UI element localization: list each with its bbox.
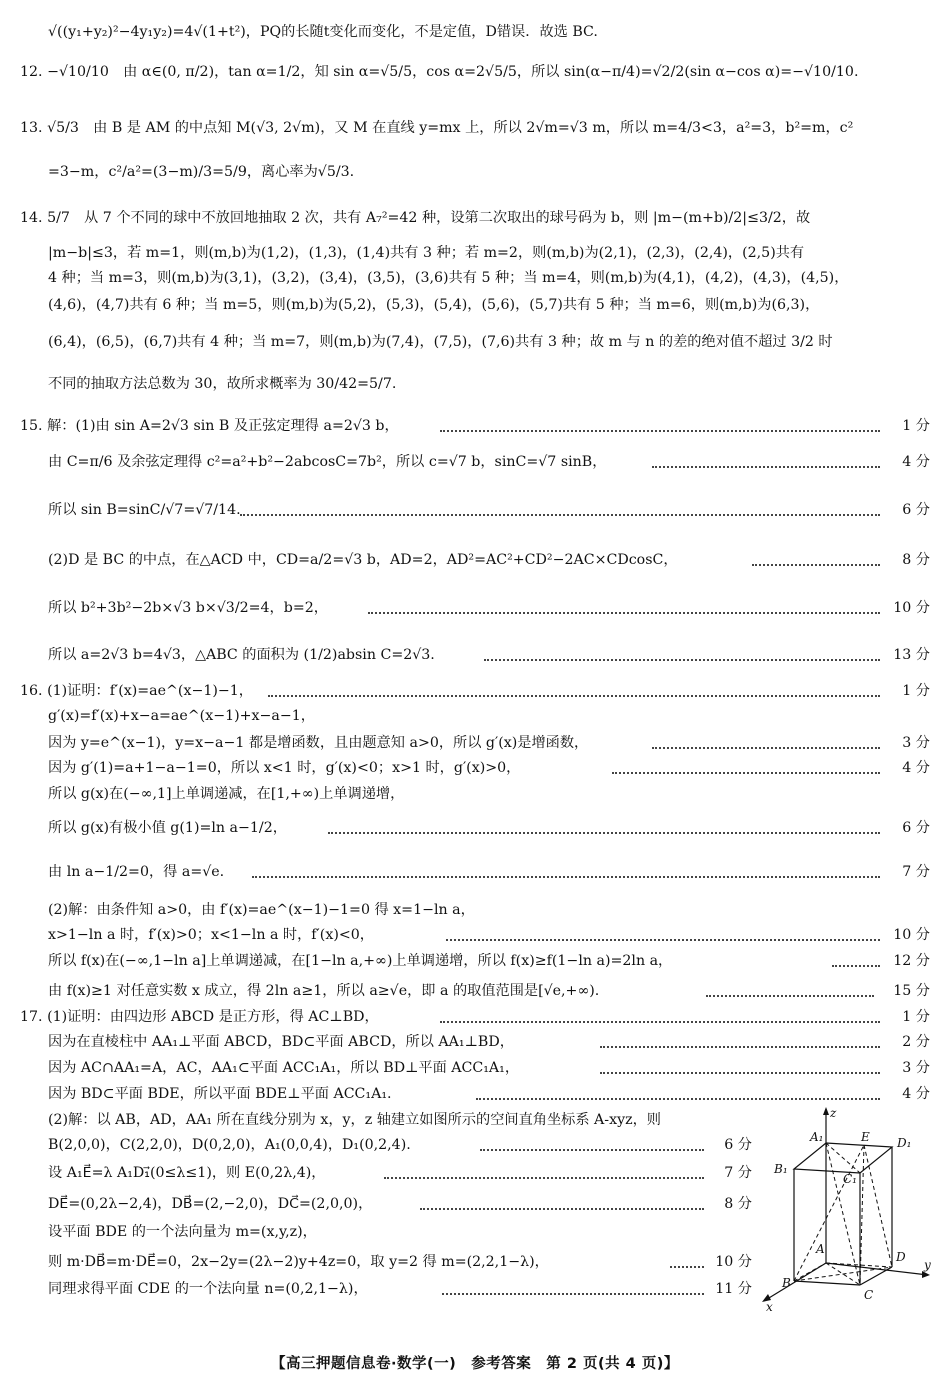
score: 6 分 [902,820,930,836]
leader-dots [476,1098,880,1100]
score: 6 分 [902,502,930,518]
score: 3 分 [902,735,930,751]
y-arrow [922,1271,930,1278]
z-arrow [823,1107,829,1115]
score: 2 分 [902,1034,930,1050]
score: 7 分 [724,1165,752,1181]
line-q17k: 同理求得平面 CDE 的一个法向量 n=(0,2,1−λ)， [48,1281,368,1297]
score: 4 分 [902,454,930,470]
line-q14d: (4,6)，(4,7)共有 6 种；当 m=5，则(m,b)为(5,2)，(5,3)，(5,4)，(5,6)，(5,7)共有 5 种；当 m=6，则(m,b)为(6,3)， [48,297,820,313]
prism-figure [760,1103,940,1313]
score: 3 分 [902,1060,930,1076]
leader-dots [252,876,880,878]
leader-dots [484,659,880,661]
line-q14a: 14. 5/7 从 7 个不同的球中不放回地抽取 2 次，共有 A₇²=42 种，设第二次取出的球号码为 b，则 |m−(m+b)/2|≤3/2，故 [20,210,811,226]
line-q13a: 13. √5/3 由 B 是 AM 的中点知 M(√3, 2√m)，又 M 在直线 y=mx 上，所以 2√m=√3 m，所以 m=4/3<3，a²=3，b²=m，c² [20,120,854,136]
line-q16b: g′(x)=f′(x)+x−a=ae^(x−1)+x−a−1， [48,708,315,724]
leader-dots [670,1266,704,1268]
line-q15a: 15. 解：(1)由 sin A=2√3 sin B 及正弦定理得 a=2√3 b， [20,418,399,434]
line-ed [864,1145,892,1267]
edge-bc [794,1281,860,1285]
leader-dots [240,514,880,516]
label-x: x [766,1300,773,1313]
line-q17g: 设 A₁E⃗=λ A₁D₁⃗(0≤λ≤1)，则 E(0,2λ,4)， [48,1165,326,1181]
line-q15f: 所以 a=2√3 b=4√3，△ABC 的面积为 (1/2)absin C=2√3. [48,647,435,663]
leader-dots [442,1293,704,1295]
line-q17a: 17. (1)证明：由四边形 ABCD 是正方形，得 AC⊥BD， [20,1009,379,1025]
line-q15c: 所以 sin B=sinC/√7=√7/14. [48,502,241,518]
score: 10 分 [893,927,930,943]
line-q17f: B(2,0,0)，C(2,2,0)，D(0,2,0)，A₁(0,0,4)，D₁(0,2,4). [48,1137,411,1153]
leader-dots [652,747,880,749]
line-q16e: 所以 g(x)在(−∞,1]上单调递减，在[1,+∞)上单调递增， [48,786,405,802]
score: 15 分 [893,983,930,999]
score: 13 分 [893,647,930,663]
leader-dots [706,995,874,997]
line-be [794,1145,864,1281]
score: 10 分 [893,600,930,616]
score: 12 分 [893,953,930,969]
line-q16a: 16. (1)证明：f′(x)=ae^(x−1)−1， [20,683,253,699]
line-q16i: x>1−ln a 时，f′(x)>0；x<1−ln a 时，f′(x)<0， [48,927,374,943]
score: 4 分 [902,760,930,776]
leader-dots [600,1046,880,1048]
line-q16h: (2)解：由条件知 a>0，由 f′(x)=ae^(x−1)−1=0 得 x=1−ln a， [48,902,475,918]
score: 1 分 [902,683,930,699]
score: 8 分 [724,1196,752,1212]
line-q17i: 设平面 BDE 的一个法向量为 m=(x,y,z)， [48,1224,317,1240]
score: 10 分 [715,1254,752,1270]
leader-dots [600,1072,880,1074]
line-q14c: 4 种；当 m=3，则(m,b)为(3,1)，(3,2)，(3,4)，(3,5)，(3,6)共有 5 种；当 m=4，则(m,b)为(4,1)，(4,2)，(4,3)，(4,5)， [48,270,849,286]
line-q15b: 由 C=π/6 及余弦定理得 c²=a²+b²−2abcosC=7b²，所以 c=√7 b，sinC=√7 sinB， [48,454,607,470]
leader-dots [384,1177,704,1179]
label-z: z [830,1106,837,1120]
line-q16c: 因为 y=e^(x−1)，y=x−a−1 都是增函数，且由题意知 a>0，所以 g′(x)是增函数， [48,735,589,751]
leader-dots [440,1021,880,1023]
leader-dots [652,466,880,468]
label-e: E [861,1130,870,1144]
label-c: C [864,1288,874,1302]
line-q13b: =3−m，c²/a²=(3−m)/3=5/9，离心率为√5/3. [48,164,355,180]
score: 7 分 [902,864,930,880]
label-b: B [782,1276,791,1290]
score: 8 分 [902,552,930,568]
y-axis [826,1263,928,1275]
leader-dots [752,564,880,566]
score: 1 分 [902,1009,930,1025]
leader-dots [612,772,880,774]
line-q16f: 所以 g(x)有极小值 g(1)=ln a−1/2， [48,820,287,836]
score: 1 分 [902,418,930,434]
score: 4 分 [902,1086,930,1102]
line-p0: √((y₁+y₂)²−4y₁y₂)=4√(1+t²)，PQ的长随t变化而变化，不是定值，D错误．故选 BC. [48,24,598,40]
score: 11 分 [715,1281,752,1297]
line-q16d: 因为 g′(1)=a+1−a−1=0，所以 x<1 时，g′(x)<0；x>1 时，g′(x)>0， [48,760,521,776]
line-q15e: 所以 b²+3b²−2b×√3 b×√3/2=4，b=2， [48,600,328,616]
leader-dots [420,1208,704,1210]
leader-dots [832,965,880,967]
label-b1: B₁ [774,1162,788,1176]
line-q14e: (6,4)，(6,5)，(6,7)共有 4 种；当 m=7，则(m,b)为(7,4)，(7,5)，(7,6)共有 3 种；故 m 与 n 的差的绝对值不超过 3/2 时 [48,334,833,350]
line-q14b: |m−b|≤3，若 m=1，则(m,b)为(1,2)，(1,3)，(1,4)共有 3 种；若 m=2，则(m,b)为(2,1)，(2,3)，(2,4)，(2,5)共有 [48,245,805,261]
diag-a1c1 [826,1143,860,1173]
label-d: D [896,1250,906,1264]
line-q17d: 因为 BD⊂平面 BDE，所以平面 BDE⊥平面 ACC₁A₁. [48,1086,392,1102]
leader-dots [268,695,880,697]
leader-dots [480,1149,704,1151]
line-q16k: 由 f(x)≥1 对任意实数 x 成立，得 2ln a≥1，所以 a≥√e，即 a 的取值范围是[√e,+∞). [48,983,600,999]
line-q17j: 则 m·DB⃗=m·DE⃗=0，2x−2y=(2λ−2)y+4z=0，取 y=2 得 m=(2,2,1−λ)， [48,1254,549,1270]
line-q17h: DE⃗=(0,2λ−2,4)，DB⃗=(2,−2,0)，DC⃗=(2,0,0)， [48,1196,373,1212]
line-q15d: (2)D 是 BC 的中点，在△ACD 中，CD=a/2=√3 b，AD=2，AD²=AC²+CD²−2AC×CDcosC， [48,552,678,568]
leader-dots [368,612,880,614]
line-q17b: 因为在直棱柱中 AA₁⊥平面 ABCD，BD⊂平面 ABCD，所以 AA₁⊥BD， [48,1034,514,1050]
leader-dots [328,832,880,834]
line-q16g: 由 ln a−1/2=0，得 a=√e. [48,864,225,880]
label-a: A [816,1242,825,1256]
line-q17c: 因为 AC∩AA₁=A，AC，AA₁⊂平面 ACC₁A₁，所以 BD⊥平面 ACC₁A₁， [48,1060,520,1076]
leader-dots [446,939,880,941]
line-q16j: 所以 f(x)在(−∞,1−ln a]上单调递减，在[1−ln a,+∞)上单调递增，所以 f(x)≥f(1−ln a)=2ln a， [48,953,673,969]
label-y: y [924,1258,931,1272]
line-q12: 12. −√10/10 由 α∈(0, π/2)，tan α=1/2，知 sin α=√5/5，cos α=2√5/5，所以 sin(α−π/4)=√2/2(sin α−cos α)=−√10/10. [20,64,859,80]
edge-cd [860,1267,892,1285]
label-a1: A₁ [810,1130,824,1144]
page-footer: 【高三押题信息卷·数学(一) 参考答案 第 2 页(共 4 页)】 [271,1356,679,1372]
score: 6 分 [724,1137,752,1153]
label-d1: D₁ [897,1136,912,1150]
leader-dots [440,430,880,432]
line-q17e: (2)解：以 AB，AD，AA₁ 所在直线分别为 x，y，z 轴建立如图所示的空间直角坐标系 A-xyz，则 [48,1112,661,1128]
label-c1: C₁ [843,1172,857,1186]
line-q14f: 不同的抽取方法总数为 30，故所求概率为 30/42=5/7. [48,376,397,392]
